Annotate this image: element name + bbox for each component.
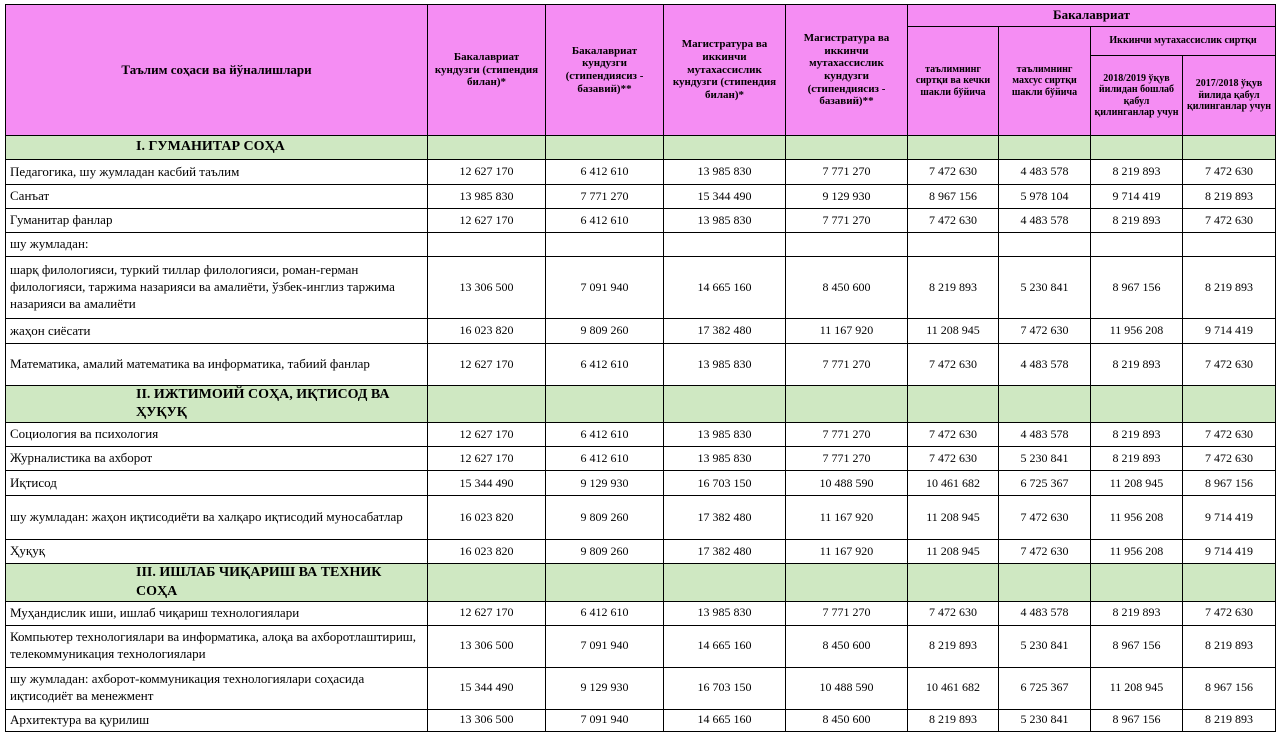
section-title: III. ИШЛАБ ЧИҚАРИШ ВА ТЕХНИК СОҲА xyxy=(6,564,428,601)
table-cell: 7 771 270 xyxy=(786,601,908,625)
table-cell xyxy=(546,233,664,257)
table-cell: 13 985 830 xyxy=(428,185,546,209)
table-cell xyxy=(428,386,546,423)
table-cell: 7 091 940 xyxy=(546,709,664,731)
table-cell: 8 219 893 xyxy=(1183,185,1276,209)
table-cell: 7 472 630 xyxy=(1183,344,1276,386)
table-cell: 10 488 590 xyxy=(786,667,908,709)
table-cell: 4 483 578 xyxy=(999,344,1091,386)
table-cell: 15 344 490 xyxy=(428,471,546,496)
table-cell: 8 967 156 xyxy=(1183,471,1276,496)
table-cell xyxy=(1091,564,1183,601)
table-cell: 16 023 820 xyxy=(428,319,546,344)
table-cell: 9 714 419 xyxy=(1091,185,1183,209)
table-row xyxy=(6,540,1276,564)
table-cell: 13 985 830 xyxy=(664,344,786,386)
table-cell: 16 023 820 xyxy=(428,496,546,540)
group-second-header: Иккинчи мутахассислик сиртқи xyxy=(1091,27,1276,56)
table-cell: 14 665 160 xyxy=(664,709,786,731)
table-cell: 11 167 920 xyxy=(786,319,908,344)
table-cell xyxy=(664,386,786,423)
table-cell: 17 382 480 xyxy=(664,540,786,564)
table-row xyxy=(6,257,1276,319)
table-cell: 6 412 610 xyxy=(546,423,664,447)
table-row xyxy=(6,209,1276,233)
table-cell xyxy=(664,564,786,601)
table-cell: 11 956 208 xyxy=(1091,496,1183,540)
table-cell: 6 412 610 xyxy=(546,601,664,625)
table-cell: 8 967 156 xyxy=(908,185,999,209)
col-evening-header: таълимнинг сиртқи ва кечки шакли бўйича xyxy=(908,27,999,136)
table-cell: 6 412 610 xyxy=(546,209,664,233)
table-cell: 7 771 270 xyxy=(546,185,664,209)
table-cell: 11 167 920 xyxy=(786,496,908,540)
table-cell: 13 985 830 xyxy=(664,423,786,447)
table-cell: 7 472 630 xyxy=(908,423,999,447)
table-cell: 6 412 610 xyxy=(546,344,664,386)
section-row xyxy=(6,564,1276,601)
row-label: жаҳон сиёсати xyxy=(6,319,428,344)
table-cell: 7 472 630 xyxy=(908,344,999,386)
col-mag-base-header: Магистратура ва иккинчи мутахассислик кундузги (стипендиясиз - базавий)** xyxy=(786,5,908,136)
table-cell: 14 665 160 xyxy=(664,257,786,319)
table-cell: 8 219 893 xyxy=(1183,257,1276,319)
table-cell: 8 967 156 xyxy=(1183,667,1276,709)
row-label: Журналистика ва ахборот xyxy=(6,447,428,471)
table-cell: 17 382 480 xyxy=(664,496,786,540)
table-cell: 7 472 630 xyxy=(1183,160,1276,185)
table-cell: 10 488 590 xyxy=(786,471,908,496)
row-label: Архитектура ва қурилиш xyxy=(6,709,428,731)
table-cell: 17 382 480 xyxy=(664,319,786,344)
table-cell: 9 129 930 xyxy=(546,667,664,709)
table-header xyxy=(6,5,1276,136)
table-cell: 13 985 830 xyxy=(664,160,786,185)
row-label: Педагогика, шу жумладан касбий таълим xyxy=(6,160,428,185)
col-2017-header: 2017/2018 ўқув йилида қабул қилинганлар учун xyxy=(1183,56,1276,136)
table-cell: 8 219 893 xyxy=(1183,709,1276,731)
table-cell: 11 208 945 xyxy=(1091,667,1183,709)
table-cell: 9 809 260 xyxy=(546,540,664,564)
table-cell: 7 472 630 xyxy=(908,209,999,233)
table-cell: 9 129 930 xyxy=(546,471,664,496)
table-cell: 8 219 893 xyxy=(908,709,999,731)
table-cell: 8 967 156 xyxy=(1091,257,1183,319)
table-cell: 7 472 630 xyxy=(1183,601,1276,625)
table-cell: 7 091 940 xyxy=(546,257,664,319)
table-cell: 8 450 600 xyxy=(786,257,908,319)
table-cell: 5 230 841 xyxy=(999,625,1091,667)
table-cell: 16 703 150 xyxy=(664,667,786,709)
table-cell: 7 472 630 xyxy=(999,540,1091,564)
row-label: шарқ филологияси, туркий тиллар филологияси, роман-герман филологияси, таржима назарияси ва амалиёти, ўзбек-инглиз таржима назарияси ва амалиёти xyxy=(6,257,428,319)
table-cell: 12 627 170 xyxy=(428,423,546,447)
table-cell: 4 483 578 xyxy=(999,601,1091,625)
table-cell xyxy=(1183,386,1276,423)
table-cell: 8 219 893 xyxy=(1091,344,1183,386)
table-cell: 8 219 893 xyxy=(1183,625,1276,667)
col-bak-base-header: Бакалавриат кундузги (стипендиясиз - базавий)** xyxy=(546,5,664,136)
row-label: Гуманитар фанлар xyxy=(6,209,428,233)
table-cell: 11 208 945 xyxy=(1091,471,1183,496)
table-cell xyxy=(1183,233,1276,257)
table-cell xyxy=(1091,386,1183,423)
table-cell: 7 472 630 xyxy=(908,160,999,185)
table-cell: 7 472 630 xyxy=(1183,209,1276,233)
table-cell: 7 472 630 xyxy=(999,319,1091,344)
section-title: II. ИЖТИМОИЙ СОҲА, ИҚТИСОД ВА ҲУҚУҚ xyxy=(6,386,428,423)
table-row xyxy=(6,185,1276,209)
table-cell: 11 208 945 xyxy=(908,319,999,344)
section-row xyxy=(6,386,1276,423)
table-cell xyxy=(664,136,786,160)
table-cell: 8 219 893 xyxy=(908,625,999,667)
table-row xyxy=(6,667,1276,709)
tuition-table-container xyxy=(5,4,1276,732)
table-cell xyxy=(428,136,546,160)
table-cell: 12 627 170 xyxy=(428,601,546,625)
row-label: Муҳандислик иши, ишлаб чиқариш технологиялари xyxy=(6,601,428,625)
table-cell: 8 450 600 xyxy=(786,625,908,667)
table-cell xyxy=(999,564,1091,601)
table-cell xyxy=(546,564,664,601)
table-cell xyxy=(786,564,908,601)
table-row xyxy=(6,625,1276,667)
table-cell: 8 450 600 xyxy=(786,709,908,731)
tuition-table xyxy=(5,4,1276,732)
table-cell: 11 208 945 xyxy=(908,496,999,540)
table-cell: 7 472 630 xyxy=(908,447,999,471)
table-cell xyxy=(786,233,908,257)
table-cell: 12 627 170 xyxy=(428,344,546,386)
table-cell: 5 230 841 xyxy=(999,257,1091,319)
table-cell xyxy=(1091,136,1183,160)
table-cell: 8 967 156 xyxy=(1091,709,1183,731)
table-cell: 4 483 578 xyxy=(999,160,1091,185)
row-label: шу жумладан: ахборот-коммуникация технологиялари соҳасида иқтисодиёт ва менежмент xyxy=(6,667,428,709)
table-cell: 7 091 940 xyxy=(546,625,664,667)
table-cell: 13 985 830 xyxy=(664,601,786,625)
table-cell: 7 771 270 xyxy=(786,423,908,447)
table-cell: 6 725 367 xyxy=(999,667,1091,709)
table-cell: 11 956 208 xyxy=(1091,540,1183,564)
table-cell: 10 461 682 xyxy=(908,667,999,709)
table-cell: 7 771 270 xyxy=(786,344,908,386)
table-cell: 9 714 419 xyxy=(1183,496,1276,540)
row-label: шу жумладан: жаҳон иқтисодиёти ва халқаро иқтисодий муносабатлар xyxy=(6,496,428,540)
row-label: Математика, амалий математика ва информатика, табиий фанлар xyxy=(6,344,428,386)
table-cell: 7 771 270 xyxy=(786,209,908,233)
table-cell: 13 985 830 xyxy=(664,209,786,233)
table-cell: 11 956 208 xyxy=(1091,319,1183,344)
table-cell: 4 483 578 xyxy=(999,423,1091,447)
table-row xyxy=(6,423,1276,447)
table-cell: 13 306 500 xyxy=(428,709,546,731)
table-cell: 5 978 104 xyxy=(999,185,1091,209)
table-cell: 12 627 170 xyxy=(428,209,546,233)
table-row xyxy=(6,233,1276,257)
table-cell: 11 167 920 xyxy=(786,540,908,564)
table-cell: 8 219 893 xyxy=(1091,160,1183,185)
table-cell: 5 230 841 xyxy=(999,447,1091,471)
table-cell: 8 219 893 xyxy=(1091,209,1183,233)
table-cell: 12 627 170 xyxy=(428,160,546,185)
table-cell: 9 714 419 xyxy=(1183,540,1276,564)
table-cell xyxy=(546,386,664,423)
group-bak-header: Бакалавриат xyxy=(908,5,1276,27)
section-title: I. ГУМАНИТАР СОҲА xyxy=(6,136,428,160)
table-cell: 13 306 500 xyxy=(428,257,546,319)
table-cell: 13 306 500 xyxy=(428,625,546,667)
table-cell xyxy=(428,233,546,257)
table-cell: 7 472 630 xyxy=(1183,423,1276,447)
table-cell: 7 472 630 xyxy=(999,496,1091,540)
table-cell: 7 771 270 xyxy=(786,447,908,471)
row-label: шу жумладан: xyxy=(6,233,428,257)
table-cell xyxy=(1091,233,1183,257)
table-cell xyxy=(786,386,908,423)
table-cell: 7 472 630 xyxy=(1183,447,1276,471)
table-cell: 15 344 490 xyxy=(664,185,786,209)
table-row xyxy=(6,496,1276,540)
table-cell xyxy=(999,136,1091,160)
table-cell: 7 771 270 xyxy=(786,160,908,185)
table-cell: 11 208 945 xyxy=(908,540,999,564)
table-row xyxy=(6,447,1276,471)
table-cell: 4 483 578 xyxy=(999,209,1091,233)
table-cell: 6 725 367 xyxy=(999,471,1091,496)
table-body xyxy=(6,136,1276,732)
table-row xyxy=(6,160,1276,185)
table-cell: 8 219 893 xyxy=(1091,423,1183,447)
table-cell: 5 230 841 xyxy=(999,709,1091,731)
section-row xyxy=(6,136,1276,160)
table-cell: 9 129 930 xyxy=(786,185,908,209)
table-cell xyxy=(1183,136,1276,160)
col-name-header: Таълим соҳаси ва йўналишлари xyxy=(6,5,428,136)
table-cell xyxy=(546,136,664,160)
table-cell: 15 344 490 xyxy=(428,667,546,709)
table-cell: 14 665 160 xyxy=(664,625,786,667)
table-cell: 8 219 893 xyxy=(1091,447,1183,471)
table-cell xyxy=(999,233,1091,257)
row-label: Компьютер технологиялари ва информатика, алоқа ва ахборотлаштириш, телекоммуникация технологиялари xyxy=(6,625,428,667)
table-cell xyxy=(786,136,908,160)
table-cell: 8 219 893 xyxy=(908,257,999,319)
col-special-header: таълимнинг махсус сиртқи шакли бўйича xyxy=(999,27,1091,136)
table-row xyxy=(6,471,1276,496)
table-cell: 16 023 820 xyxy=(428,540,546,564)
col-2018-header: 2018/2019 ўқув йилидан бошлаб қабул қилинганлар учун xyxy=(1091,56,1183,136)
table-cell xyxy=(428,564,546,601)
row-label: Ҳуқуқ xyxy=(6,540,428,564)
table-row xyxy=(6,601,1276,625)
table-cell xyxy=(908,386,999,423)
col-mag-stip-header: Магистратура ва иккинчи мутахассислик кундузги (стипендия билан)* xyxy=(664,5,786,136)
table-cell: 12 627 170 xyxy=(428,447,546,471)
table-cell: 7 472 630 xyxy=(908,601,999,625)
table-cell xyxy=(999,386,1091,423)
table-cell: 10 461 682 xyxy=(908,471,999,496)
row-label: Иқтисод xyxy=(6,471,428,496)
col-bak-stip-header: Бакалавриат кундузги (стипендия билан)* xyxy=(428,5,546,136)
table-cell: 13 985 830 xyxy=(664,447,786,471)
table-cell: 8 219 893 xyxy=(1091,601,1183,625)
table-cell: 6 412 610 xyxy=(546,160,664,185)
table-cell: 9 809 260 xyxy=(546,496,664,540)
row-label: Санъат xyxy=(6,185,428,209)
table-cell: 9 809 260 xyxy=(546,319,664,344)
table-cell xyxy=(908,233,999,257)
table-cell: 6 412 610 xyxy=(546,447,664,471)
table-cell: 16 703 150 xyxy=(664,471,786,496)
table-cell xyxy=(1183,564,1276,601)
table-cell xyxy=(908,564,999,601)
row-label: Социология ва психология xyxy=(6,423,428,447)
table-cell: 9 714 419 xyxy=(1183,319,1276,344)
table-cell: 8 967 156 xyxy=(1091,625,1183,667)
table-cell xyxy=(664,233,786,257)
table-row xyxy=(6,344,1276,386)
table-cell xyxy=(908,136,999,160)
table-row xyxy=(6,319,1276,344)
